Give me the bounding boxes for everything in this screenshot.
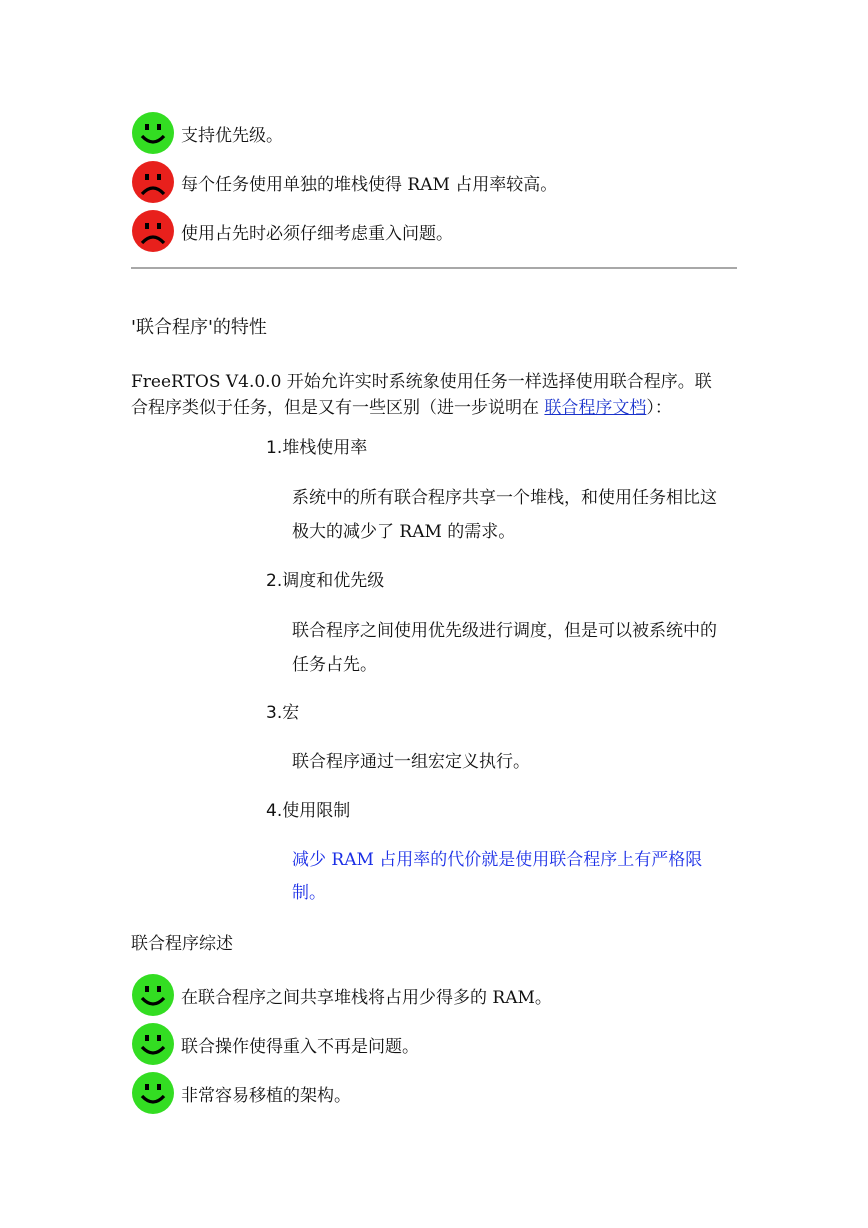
section-title: '联合程序'的特性 xyxy=(131,317,267,338)
item-body-line: 系统中的所有联合程序共享一个堆栈，和使用任务相比这 xyxy=(292,488,717,508)
item-body-line: 联合程序之间使用优先级进行调度，但是可以被系统中的 xyxy=(292,621,717,641)
item-body-line: 减少 RAM 占用率的代价就是使用联合程序上有严格限 xyxy=(292,850,703,870)
frown-red-icon xyxy=(131,209,175,253)
item-heading: 3.宏 xyxy=(266,703,300,723)
item-heading: 1.堆栈使用率 xyxy=(266,438,368,458)
pro-item xyxy=(131,1022,419,1066)
summary-title: 联合程序综述 xyxy=(131,934,233,954)
pro-item xyxy=(131,111,283,155)
pro-item xyxy=(131,973,552,1017)
intro-line-1: FreeRTOS V4.0.0 开始允许实时系统象使用任务一样选择使用联合程序。联 xyxy=(131,372,712,392)
item-body-line: 制。 xyxy=(292,883,326,903)
item-heading: 2.调度和优先级 xyxy=(266,571,385,591)
intro-line-2-suffix: ）： xyxy=(646,398,672,418)
item-body-line: 任务占先。 xyxy=(292,655,377,675)
divider xyxy=(131,267,737,269)
smiley-green-icon xyxy=(131,1071,175,1115)
smiley-green-icon xyxy=(131,973,175,1017)
con-item xyxy=(131,160,557,204)
item-heading: 4.使用限制 xyxy=(266,801,351,821)
item-body-line: 极大的减少了 RAM 的需求。 xyxy=(292,522,516,542)
item-body-line: 联合程序通过一组宏定义执行。 xyxy=(292,752,530,772)
pro-text: 联合操作使得重入不再是问题。 xyxy=(181,1036,419,1057)
coroutine-doc-link[interactable]: 联合程序文档 xyxy=(544,398,647,418)
pro-text: 非常容易移植的架构。 xyxy=(181,1085,351,1106)
smiley-green-icon xyxy=(131,1022,175,1066)
pro-text: 在联合程序之间共享堆栈将占用少得多的 RAM。 xyxy=(181,987,552,1008)
pro-text: 支持优先级。 xyxy=(181,125,283,146)
con-text: 每个任务使用单独的堆栈使得 RAM 占用率较高。 xyxy=(181,174,558,195)
con-item xyxy=(131,209,453,253)
frown-red-icon xyxy=(131,160,175,204)
intro-line-2-prefix: 合程序类似于任务，但是又有一些区别（进一步说明在 xyxy=(131,398,545,418)
con-text: 使用占先时必须仔细考虑重入问题。 xyxy=(181,223,453,244)
smiley-green-icon xyxy=(131,111,175,155)
pro-item xyxy=(131,1071,351,1115)
intro-line-2 xyxy=(131,393,672,418)
